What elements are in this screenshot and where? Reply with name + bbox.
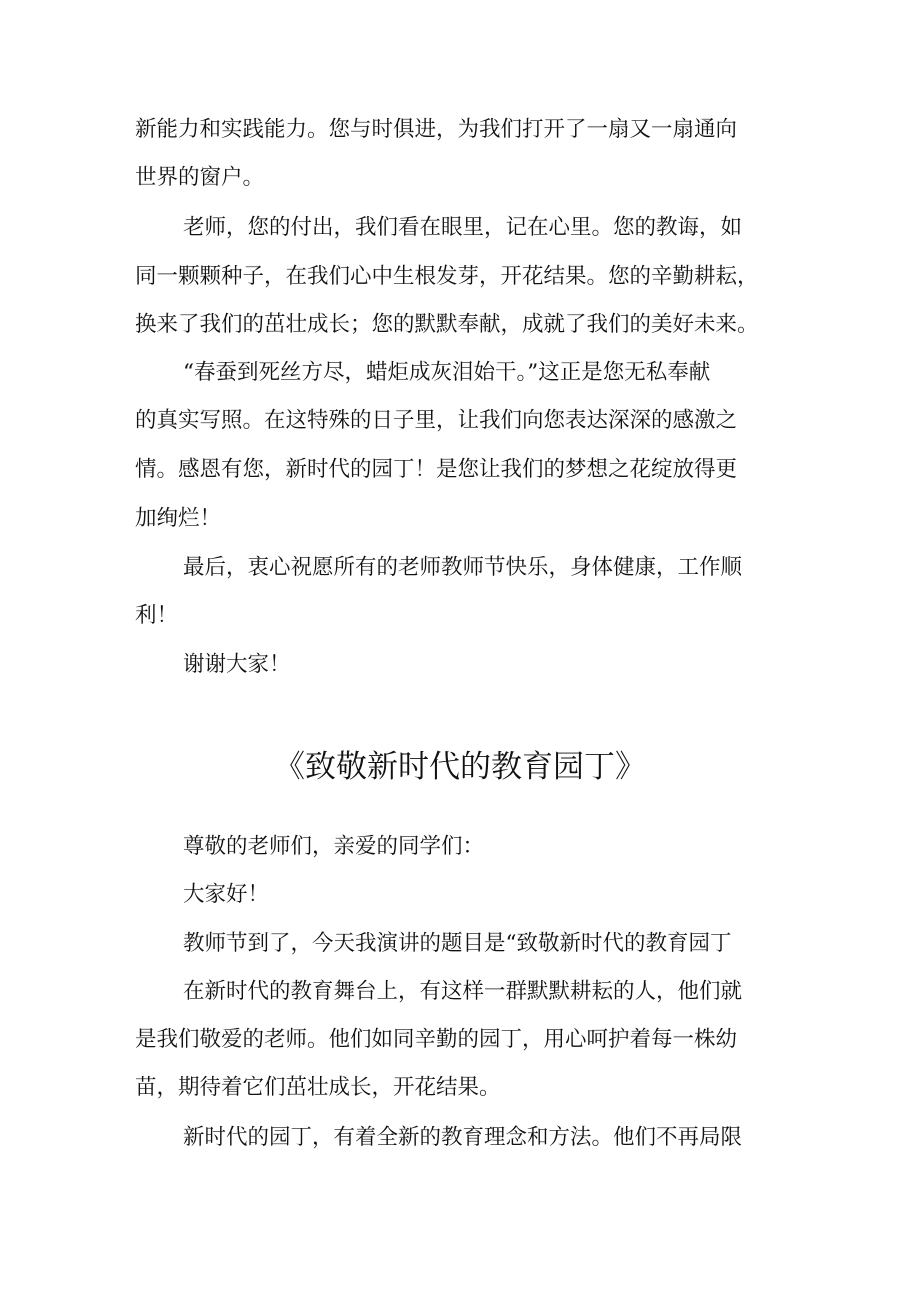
paragraph-line: 教师节到了，今天我演讲的题目是“致敬新时代的教育园丁 — [183, 931, 732, 956]
paragraph-line: 是我们敬爱的老师。他们如同辛勤的园丁，用心呵护着每一株幼 — [135, 1027, 738, 1052]
paragraph-line: 新能力和实践能力。您与时俱进，为我们打开了一扇又一扇通向 — [135, 117, 738, 142]
paragraph-line: 的真实写照。在这特殊的日子里，让我们向您表达深深的感激之 — [135, 408, 738, 433]
paragraph-line: 最后，衷心祝愿所有的老师教师节快乐，身体健康，工作顺 — [183, 555, 743, 580]
paragraph-line: 大家好！ — [183, 882, 270, 907]
paragraph-line: 谢谢大家！ — [183, 652, 291, 677]
paragraph-line: 苗，期待着它们茁壮成长，开花结果。 — [135, 1075, 501, 1100]
paragraph-line: 情。感恩有您，新时代的园丁！是您让我们的梦想之花绽放得更 — [135, 457, 738, 482]
paragraph-line: 换来了我们的茁壮成长；您的默默奉献，成就了我们的美好未来。 — [135, 312, 759, 337]
paragraph-line: 加绚烂！ — [135, 506, 222, 531]
paragraph-line: 世界的窗户。 — [135, 165, 265, 190]
paragraph-line: 同一颗颗种子，在我们心中生根发芽，开花结果。您的辛勤耕耘， — [135, 264, 759, 289]
paragraph-line: “春蚕到死丝方尽，蜡炬成灰泪始干。”这正是您无私奉献 — [183, 360, 711, 385]
paragraph-line: 老师，您的付出，我们看在眼里，记在心里。您的教诲，如 — [183, 215, 743, 240]
paragraph-line: 尊敬的老师们，亲爱的同学们： — [183, 834, 485, 859]
paragraph-line: 在新时代的教育舞台上，有这样一群默默耕耘的人，他们就 — [183, 979, 743, 1004]
paragraph-line: 利！ — [135, 603, 179, 628]
paragraph-line: 新时代的园丁，有着全新的教育理念和方法。他们不再局限 — [183, 1125, 743, 1150]
page-title: 《致敬新时代的教育园丁》 — [274, 749, 646, 785]
